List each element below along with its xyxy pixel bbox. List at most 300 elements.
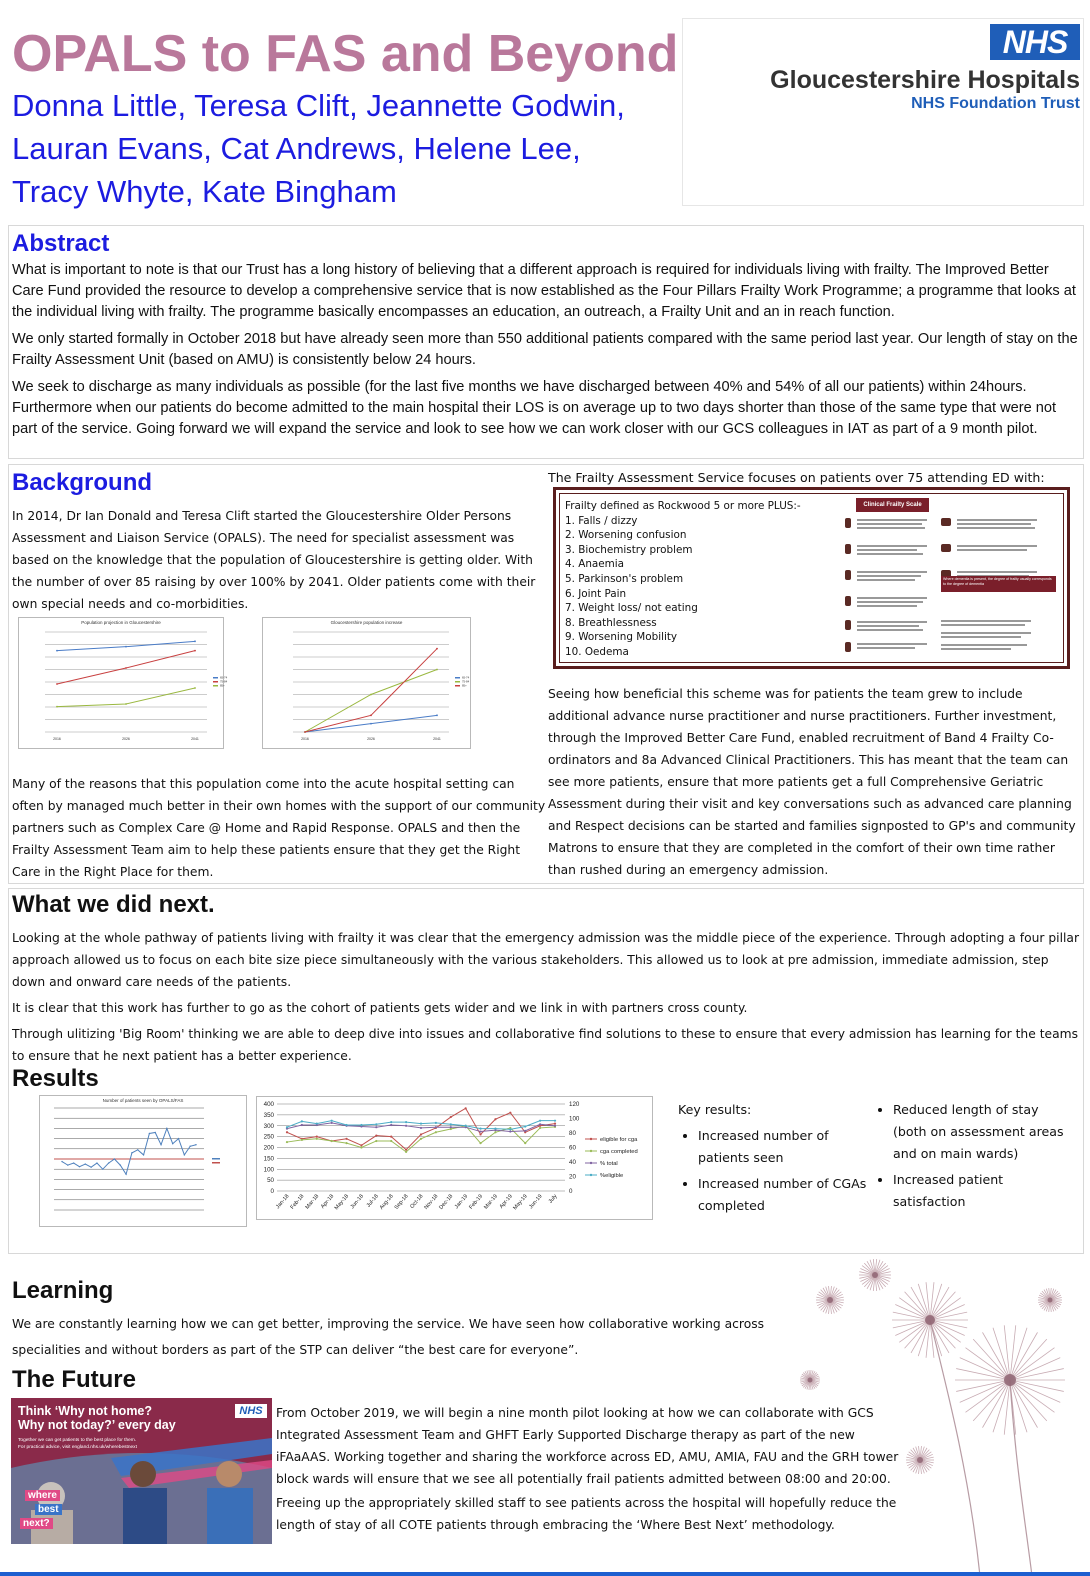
data-point [79, 1166, 80, 1167]
key-result-item: • Increased number of patients seen [698, 1125, 868, 1169]
next-paragraph-1: Looking at the whole pathway of patients living with frailty it was clear that the emergency admission was the middle piece of the experience. Through adopting a four pillar approach allowed us to focus on each bite size piece simultaneously with the various stakeholders. This allowed us to look at pre admission, immediate admission, step down and onward care needs of the patients. [12, 931, 1080, 989]
seed-stroke [1040, 1300, 1050, 1307]
poster-best: best [35, 1504, 62, 1515]
left-tick-label: 150 [263, 1155, 274, 1163]
data-point [172, 1143, 173, 1144]
future-paragraph-1: From October 2019, we will begin a nine month pilot looking at how we can collaborate with GCS Integrated Assessment Team and GHFT Early Supported Discharge therapy as part of the new iFAaAAS. Working together and sharing the workforce across ED, AMU, AMIA, FAU and the GRH tower block wards will ensure that we see all potentially frail patients admitted between 08:00 and 20:00. [276, 1406, 899, 1486]
seed-stroke [1050, 1300, 1061, 1305]
left-tick-label: 0 [270, 1188, 274, 1195]
seed-stroke [810, 1380, 819, 1384]
legend-swatch [455, 685, 460, 687]
data-point [125, 667, 127, 669]
data-point [195, 1144, 196, 1145]
seed-stroke [920, 1460, 924, 1473]
seed-stroke [930, 1320, 942, 1356]
seed-stroke [1050, 1300, 1058, 1309]
x-tick-label: Mar-19 [483, 1193, 499, 1211]
abstract-paragraph-2: We only started formally in October 2018 but have already seen more than 550 additional patients compared with the same period last year. Our length of stay on the Frailty Assessment Unit (based on AMU) is consistently below 24 hours. [12, 331, 1078, 368]
seed-stroke [875, 1275, 883, 1289]
data-point [125, 703, 127, 705]
data-point [131, 1152, 132, 1153]
data-point [509, 1112, 511, 1114]
frailty-criteria-list [565, 499, 845, 660]
data-point [125, 646, 127, 648]
seed-stroke [920, 1448, 927, 1460]
seed-stroke [875, 1268, 890, 1275]
legend-swatch [455, 677, 460, 679]
seed-stroke [919, 1460, 920, 1474]
future-paragraph-2: Freeing up the appropriately skilled staff to see patients across the hospital will hopefully reduce the length of stay of all COTE patients through embracing the ‘Where Best Next’ methodology. [276, 1496, 897, 1532]
seed-stroke [930, 1282, 934, 1320]
data-point [155, 1132, 156, 1133]
background-intro: In 2014, Dr Ian Donald and Teresa Clift started the Gloucestershire Older Persons Assessment and Liaison Service (OPALS). The need for specialist assessment was based on the knowledge that the population of Gloucestershire is getting older. With the number of over 85 raising by over 100% by 2041. Older patients come with their own special needs and co-morbidities. [12, 509, 536, 611]
population-projection-chart [18, 617, 228, 749]
patients-seen-svg [40, 1096, 246, 1226]
seed-stroke [920, 1460, 921, 1474]
legend-swatch [213, 685, 218, 687]
x-tick-label: 2026 [122, 737, 130, 741]
legend-label: %eligible [600, 1173, 624, 1179]
data-point [390, 1136, 392, 1138]
data-point [120, 1164, 121, 1165]
seed-stroke [817, 1300, 830, 1306]
data-point [509, 1128, 511, 1130]
seed-stroke [893, 1320, 930, 1328]
population-increase-svg [263, 618, 470, 748]
seed-stroke [1010, 1380, 1064, 1391]
data-point [524, 1130, 526, 1132]
seed-stroke [909, 1460, 920, 1468]
seed-stroke [859, 1275, 875, 1278]
learning-text: We are constantly learning how we can get better, improving the service. We have seen how collaborative working across specialities and without borders as part of the STP can deliver “the best care for everyone”. [12, 1317, 765, 1357]
frailty-item: 2. Worsening confusion [565, 529, 687, 542]
seed-stroke [810, 1370, 811, 1380]
data-point [539, 1127, 541, 1129]
seed-stroke [1050, 1295, 1061, 1300]
seed-stroke [830, 1294, 843, 1300]
results-heading: Results [12, 1065, 99, 1092]
data-point [375, 1123, 377, 1125]
data-point [331, 1122, 333, 1124]
frailty-item: 9. Worsening Mobility [565, 631, 678, 644]
data-point [479, 1128, 481, 1130]
seed-stroke [993, 1380, 1010, 1432]
data-point [554, 1125, 556, 1127]
seed-stroke [875, 1275, 880, 1290]
seed-stroke [919, 1446, 920, 1460]
x-tick-label: 2016 [53, 737, 61, 741]
seed-stroke [930, 1320, 949, 1353]
seed-stroke [830, 1300, 839, 1310]
seed-stroke [966, 1348, 1010, 1380]
data-point [90, 1166, 91, 1167]
seed-stroke [810, 1380, 817, 1387]
org-name: Gloucestershire Hospitals [770, 66, 1080, 94]
seed-stroke [875, 1275, 877, 1291]
seed-stroke [906, 1460, 920, 1463]
seed-stroke [1004, 1325, 1010, 1380]
seed-stroke [930, 1320, 955, 1348]
seed-stroke [1050, 1300, 1060, 1307]
x-tick-label: May-18 [333, 1193, 351, 1212]
seed-stroke [920, 1460, 933, 1466]
data-point [331, 1140, 333, 1142]
seed-stroke [960, 1358, 1010, 1380]
seed-stroke [911, 1460, 920, 1470]
seed-stroke [801, 1376, 810, 1380]
data-point [61, 1161, 62, 1162]
seed-stroke [830, 1287, 834, 1300]
poster-small-text: Together we can get patients to the best place for them. For practical advice, visit england.nhs.uk/wherebestnext [18, 1438, 137, 1450]
dementia-note: Where dementia is present, the degree of frailty usually corresponds to the degree of dementia [941, 576, 1056, 592]
seed-stroke [1010, 1380, 1027, 1432]
left-tick-label: 50 [267, 1177, 274, 1185]
seed-stroke [930, 1284, 942, 1320]
footer-bar [0, 1572, 1090, 1576]
data-point [301, 1120, 303, 1122]
poster-line-1: Think ‘Why not home? [18, 1404, 153, 1418]
data-point [494, 1118, 496, 1120]
x-tick-label: Jan-18 [275, 1193, 291, 1211]
seed-stroke [860, 1268, 875, 1275]
seed-stroke [905, 1320, 930, 1348]
key-results-heading: Key results: [678, 1102, 752, 1117]
seed-stroke [826, 1287, 830, 1300]
abstract-paragraph-1: What is important to note is that our Trust has a long history of believing that a different approach is required for individuals living with frailty. The Improved Better Care Fund provided the resource to develop a comprehensive service that is now established as the Four Pillars Frailty Work Programme; a programme that looks at the individual living with frailty. The programme basically encompasses an education, an outreach, a Frailty Unit and an in reach function. [12, 262, 1076, 320]
seed-stroke [918, 1284, 930, 1320]
seed-stroke [993, 1328, 1010, 1380]
data-point [331, 1120, 333, 1122]
seed-stroke [875, 1266, 888, 1275]
legend-swatch [213, 677, 218, 679]
seed-stroke [1050, 1290, 1056, 1300]
data-point [554, 1120, 556, 1122]
x-tick-label: Feb-18 [289, 1193, 306, 1211]
seed-stroke [1049, 1288, 1050, 1300]
x-tick-label: Jan-19 [453, 1193, 470, 1211]
seed-stroke [920, 1454, 933, 1460]
author-list [12, 84, 625, 213]
legend-label: eligible for cga [600, 1137, 638, 1143]
seed-stroke [930, 1292, 955, 1320]
x-tick-label: Aug-18 [378, 1193, 395, 1211]
next-paragraphs [12, 927, 1080, 1067]
seed-stroke [801, 1380, 810, 1384]
cga-chart [256, 1096, 653, 1220]
key-result-item: • Increased patient satisfaction [893, 1169, 1073, 1213]
seed-stroke [1010, 1325, 1016, 1380]
seed-stroke [983, 1332, 1011, 1380]
legend-label: 85+ [462, 683, 467, 688]
seed-stroke [821, 1300, 830, 1310]
seed-stroke [1050, 1300, 1062, 1302]
key-result-item: • Increased number of CGAs completed [698, 1173, 868, 1217]
abstract-section [8, 225, 1084, 459]
seed-stroke [810, 1376, 819, 1380]
seed-stroke [810, 1378, 820, 1380]
data-point [375, 1126, 377, 1128]
data-point [184, 1154, 185, 1155]
frailty-item: 5. Parkinson's problem [565, 572, 684, 585]
seed-stroke [930, 1312, 967, 1320]
x-tick-label: 2041 [191, 737, 199, 741]
data-point [539, 1120, 541, 1122]
data-point [524, 1125, 526, 1127]
data-point [420, 1133, 422, 1135]
seed-stroke [1010, 1339, 1047, 1380]
seed-stroke [1010, 1332, 1038, 1380]
poster-title: OPALS to FAS and Beyond [12, 25, 679, 83]
data-point [436, 648, 438, 650]
data-point [494, 1131, 496, 1133]
patients-seen-line [62, 1128, 196, 1174]
legend-label: 65-74 [462, 675, 470, 680]
seed-stroke [807, 1380, 810, 1390]
seed-stroke [819, 1300, 830, 1308]
data-point [420, 1127, 422, 1129]
x-tick-label: 2016 [301, 737, 309, 741]
next-paragraph-3: Through ulitizing 'Big Room' thinking we are able to deep dive into issues and collaborative find solutions to these to ensure that every admission has learning for the teams to ensure that he next patient has a better experience. [12, 1027, 1079, 1063]
seed-stroke [907, 1454, 920, 1460]
data-point [450, 1126, 452, 1128]
seed-stroke [930, 1320, 965, 1335]
data-point [509, 1130, 511, 1132]
frailty-item: 3. Biochemistry problem [565, 543, 693, 556]
seed-stroke [817, 1294, 830, 1300]
series-line-75-84 [305, 670, 437, 733]
data-point [56, 650, 58, 652]
x-tick-label: 2026 [367, 737, 375, 741]
seed-stroke [930, 1287, 949, 1320]
seed-stroke [909, 1452, 920, 1460]
seed-stroke [870, 1260, 875, 1275]
data-point [436, 669, 438, 671]
frailty-intro: Frailty defined as Rockwood 5 or more PLUS:- [565, 500, 801, 512]
data-point [405, 1121, 407, 1123]
seed-stroke [802, 1374, 810, 1380]
seed-stroke [920, 1450, 929, 1460]
data-point [301, 1139, 303, 1141]
data-point [479, 1130, 481, 1132]
seed-stroke [816, 1300, 830, 1303]
seed-stroke [899, 1320, 930, 1342]
frailty-item: 4. Anaemia [565, 558, 625, 571]
key-result-item: • Reduced length of stay (both on assessment areas and on main wards) [893, 1099, 1073, 1165]
seed-stroke [800, 1380, 810, 1382]
right-tick-label: 120 [569, 1101, 580, 1108]
data-point [405, 1151, 407, 1153]
x-tick-label: Feb-19 [468, 1193, 485, 1211]
chart-title: Population projection in Gloucestershire [81, 620, 161, 625]
seed-stroke [830, 1300, 837, 1312]
data-point [194, 640, 196, 642]
data-point [56, 683, 58, 685]
data-point [316, 1138, 318, 1140]
data-point [390, 1121, 392, 1123]
seed-stroke [800, 1378, 810, 1380]
seed-stroke [905, 1292, 930, 1320]
seed-stroke [875, 1263, 886, 1275]
legend-marker [590, 1150, 592, 1152]
cga-svg [257, 1097, 652, 1219]
patients-seen-chart [39, 1095, 247, 1227]
seed-stroke [864, 1263, 875, 1275]
chart-title: Number of patients seen by OPALS/FAS [102, 1098, 184, 1103]
data-point [194, 650, 196, 652]
seed-stroke [860, 1275, 875, 1282]
seed-stroke [830, 1288, 837, 1300]
data-point [316, 1122, 318, 1124]
data-point [435, 1122, 437, 1124]
seed-stroke [1050, 1289, 1054, 1300]
data-point [143, 1154, 144, 1155]
abstract-paragraph-3: We seek to discharge as many individuals as possible (for the last five months we have discharged between 40% and 54% of all our patients) within 24hours. Furthermore when our patients do become admitted to the main hospital their LOS is on average up to two days shorter than those of the same type that were not part of the service. Going forward we will expand the service and look to see how we can work closer with our GCS colleagues in IAT as part of a 9 month pilot. [12, 379, 1057, 437]
seed-stroke [926, 1320, 930, 1358]
legend-swatch [213, 681, 218, 683]
legend-label: 85+ [220, 683, 225, 688]
seed-stroke [956, 1380, 1010, 1391]
seed-stroke [1044, 1290, 1050, 1300]
data-point [420, 1138, 422, 1140]
chart-title: Gloucestershire population increase [330, 620, 403, 625]
future-text [276, 1402, 906, 1536]
seed-stroke [810, 1380, 811, 1390]
seed-stroke [810, 1371, 815, 1380]
data-point [435, 1126, 437, 1128]
data-point [56, 706, 58, 708]
seed-stroke [1010, 1380, 1060, 1402]
seed-stroke [805, 1371, 810, 1380]
seed-stroke [906, 1457, 920, 1460]
seed-stroke [810, 1380, 813, 1390]
population-increase-chart [262, 617, 471, 749]
seed-stroke [816, 1297, 830, 1300]
data-point [85, 1163, 86, 1164]
data-point [114, 1158, 115, 1159]
org-subtitle: NHS Foundation Trust [911, 95, 1080, 112]
legend-marker [590, 1162, 592, 1164]
x-tick-label: Apr-19 [498, 1193, 514, 1210]
seed-stroke [830, 1290, 839, 1300]
background-outro: Many of the reasons that this population come into the acute hospital setting can often by managed much better in their own homes with the support of our community partners such as Complex Care @ Home and Rapid Response. OPALS and then the Frailty Assessment Team aim to help these patients ensure that they get the Right Care in the Right Place for them. [12, 777, 546, 879]
seed-stroke [875, 1275, 891, 1278]
legend-label: cga completed [600, 1149, 638, 1155]
seed-stroke [956, 1369, 1010, 1380]
data-point [166, 1128, 167, 1129]
seed-stroke [1010, 1380, 1038, 1428]
seed-stroke [819, 1292, 830, 1300]
legend-swatch [455, 681, 460, 683]
left-tick-label: 350 [263, 1111, 274, 1119]
seed-stroke [803, 1380, 810, 1387]
seed-stroke [1010, 1380, 1047, 1421]
legend-swatch [212, 1162, 220, 1164]
seed-stroke [875, 1275, 886, 1287]
data-point [360, 1146, 362, 1148]
seed-stroke [1050, 1300, 1056, 1310]
data-point [450, 1123, 452, 1125]
seed-stroke [802, 1380, 810, 1386]
seed-stroke [809, 1370, 810, 1380]
data-point [304, 731, 306, 733]
data-point [524, 1142, 526, 1144]
seed-stroke [810, 1370, 813, 1380]
seed-stroke [920, 1460, 931, 1468]
x-tick-label: Jul-18 [365, 1193, 380, 1209]
data-point [405, 1125, 407, 1127]
poster-where: where [25, 1490, 60, 1501]
x-tick-label: Oct-18 [409, 1193, 425, 1210]
abstract-heading: Abstract [12, 230, 110, 257]
left-tick-label: 400 [263, 1101, 274, 1108]
next-paragraph-2: It is clear that this work has further to go as the cohort of patients gets wider and we link in with partners cross county. [12, 1001, 748, 1015]
seed-stroke [1010, 1348, 1054, 1380]
seed-stroke [830, 1300, 831, 1314]
data-point [194, 687, 196, 689]
x-tick-label: Jun-18 [349, 1193, 365, 1211]
data-point [360, 1144, 362, 1146]
right-tick-label: 40 [569, 1159, 576, 1166]
seed-stroke [875, 1261, 883, 1275]
x-tick-label: 2041 [433, 737, 441, 741]
seed-stroke [830, 1297, 844, 1300]
author-line-3: Tracy Whyte, Kate Bingham [12, 174, 397, 209]
seed-stroke [807, 1370, 810, 1380]
seed-stroke [1038, 1298, 1050, 1300]
next-heading: What we did next. [12, 891, 215, 918]
x-tick-label: Nov-18 [423, 1193, 440, 1211]
seed-stroke [911, 1320, 930, 1353]
seed-stroke [966, 1380, 1010, 1412]
data-point [301, 1124, 303, 1126]
data-point [479, 1133, 481, 1135]
seed-stroke [920, 1452, 931, 1460]
data-point [370, 714, 372, 716]
seed-stroke [875, 1259, 877, 1275]
data-point [102, 1169, 103, 1170]
seed-stroke [930, 1320, 934, 1358]
data-point [360, 1124, 362, 1126]
nhs-logo: NHS [990, 24, 1080, 60]
seed-stroke [870, 1275, 875, 1290]
data-point [435, 1131, 437, 1133]
fas-growth-text: Seeing how beneficial this scheme was for patients the team grew to include additional advance nurse practitioner and nurse practitioners. Further investment, through the Improved Better Care Fund, enabled recruitment of Band 4 Frailty Co-ordinators and 8a Advanced Clinical Practitioners. This has meant that the team can see more patients, ensure that more patients get a full Comprehensive Geriatric Assessment during their visit and key conversations such as advanced care planning and Respect decisions can be started and families signposted to GP's and community Matrons to ensure that they are completed in the comfort of their own time rather than rushed during an emergency admission. [548, 687, 1076, 877]
legend-swatch [212, 1158, 220, 1160]
seed-stroke [875, 1272, 891, 1275]
seed-stroke [1042, 1291, 1050, 1300]
seed-stroke [810, 1374, 818, 1380]
seed-stroke [920, 1460, 927, 1472]
seed-stroke [920, 1460, 934, 1463]
x-tick-label: Jun-19 [528, 1193, 544, 1211]
data-point [160, 1144, 161, 1145]
right-tick-label: 20 [569, 1173, 576, 1181]
data-point [345, 1142, 347, 1144]
seed-stroke [913, 1460, 920, 1472]
seed-stroke [911, 1287, 930, 1320]
data-point [73, 1162, 74, 1163]
left-tick-label: 200 [263, 1144, 274, 1152]
clinical-frailty-scale-title: Clinical Frailty Scale [856, 498, 929, 512]
seed-stroke [862, 1266, 875, 1275]
seed-stroke [1050, 1298, 1062, 1300]
seed-stroke [821, 1290, 830, 1300]
seed-stroke [973, 1380, 1010, 1421]
author-line-1: Donna Little, Teresa Clift, Jeannette Godwin, [12, 88, 625, 123]
legend-marker [590, 1138, 592, 1140]
where-best-next-poster [11, 1398, 272, 1544]
seed-stroke [920, 1447, 924, 1460]
